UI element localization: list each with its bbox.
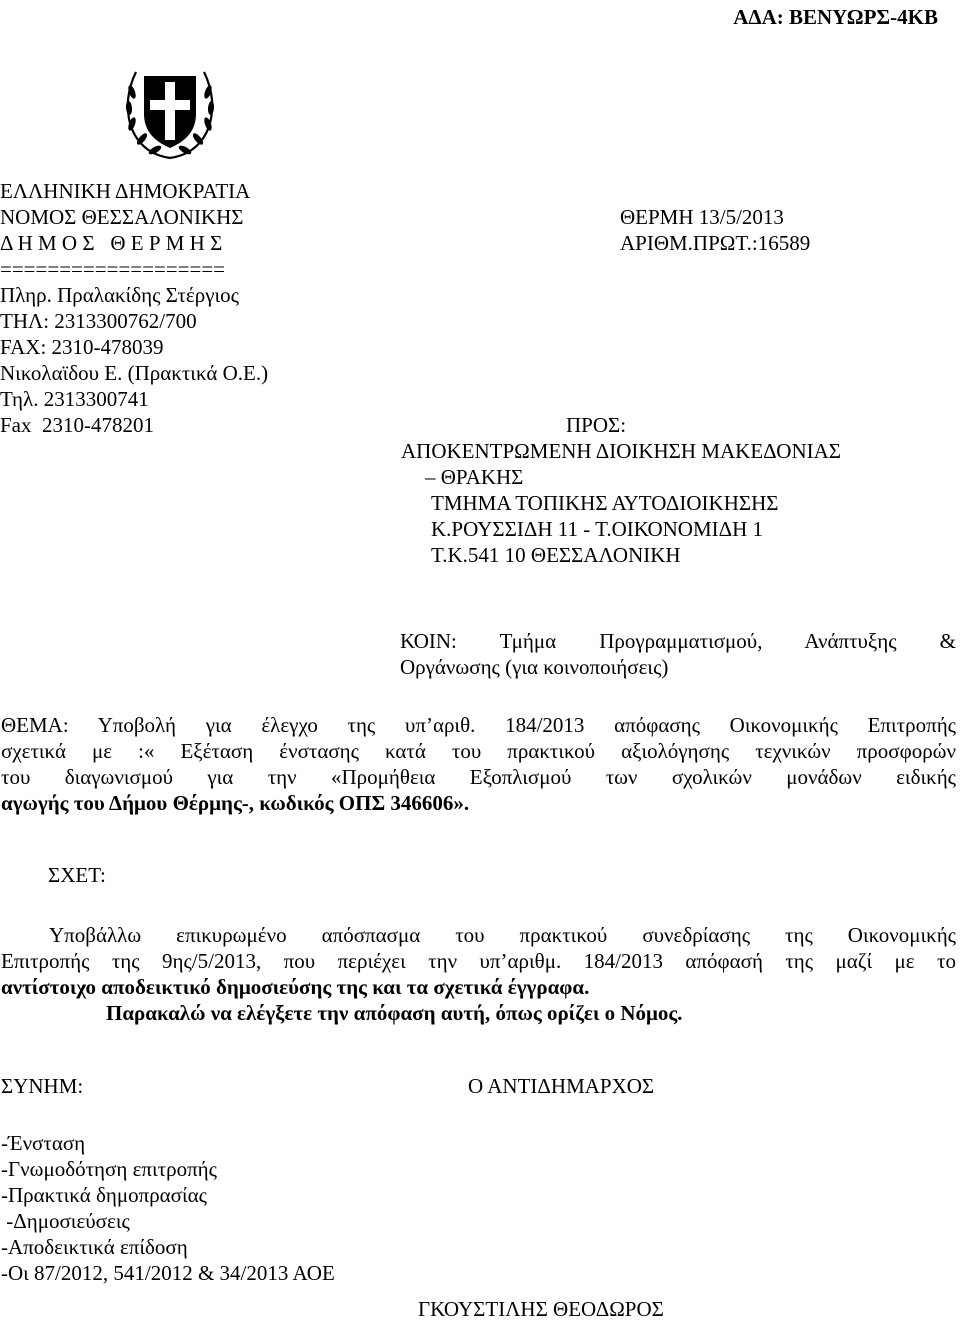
koin-line: Οργάνωσης (για κοινοποιήσεις): [400, 655, 669, 679]
greek-coat-of-arms-icon: [120, 62, 220, 162]
body-line: Παρακαλώ να ελέγξετε την απόφαση αυτή, όπως ορίζει ο Νόμος.: [106, 1001, 683, 1025]
issuer-line: Τηλ. 2313300741: [0, 387, 149, 411]
recipient-label: ΠΡΟΣ:: [566, 413, 627, 437]
issuer-line: Νικολαϊδου Ε. (Πρακτικά Ο.Ε.): [0, 361, 269, 385]
subject-block: [1, 712, 956, 816]
koin-line: ΚΟΙΝ: Τμήμα Προγραμματισμού, Ανάπτυξης &: [400, 629, 956, 653]
attachment-item: -Δημοσιεύσεις: [1, 1209, 130, 1233]
recipient-line: Κ.ΡΟΥΣΣΙΔΗ 11 - Τ.ΟΙΚΟΝΟΜΙΔΗ 1: [431, 517, 764, 541]
protocol-number: ΑΡΙΘΜ.ΠΡΩΤ.:16589: [620, 231, 811, 255]
attachments-label: ΣΥΝΗΜ:: [1, 1074, 84, 1098]
issuer-line: Πληρ. Πραλακίδης Στέργιος: [0, 283, 239, 307]
issuer-line: Δ Η Μ Ο Σ Θ Ε Ρ Μ Η Σ: [0, 231, 223, 255]
subject-line: του διαγωνισμού για την «Προμήθεια Εξοπλισμού των σχολικών μονάδων ειδικής: [1, 765, 956, 789]
signature-name: ΓΚΟΥΣΤΙΛΗΣ ΘΕΟΔΩΡΟΣ: [418, 1297, 664, 1321]
issuer-line: Fax 2310-478201: [0, 413, 154, 437]
body-line: αντίστοιχο αποδεικτικό δημοσιεύσης της και τα σχετικά έγγραφα.: [1, 975, 590, 999]
body-block: [1, 922, 956, 1026]
subject-line: ΘΕΜΑ: Υποβολή για έλεγχο της υπ’αριθ. 184/2013 απόφασης Οικονομικής Επιτροπής: [1, 713, 956, 737]
attachment-item: -Γνωμοδότηση επιτροπής: [1, 1157, 217, 1181]
recipient-line: Τ.Κ.541 10 ΘΕΣΣΑΛΟΝΙΚΗ: [431, 543, 681, 567]
subject-line: αγωγής του Δήμου Θέρμης-, κωδικός ΟΠΣ 346606».: [1, 791, 470, 815]
issuer-line: ΤΗΛ: 2313300762/700: [0, 309, 197, 333]
attachment-item: -Πρακτικά δημοπρασίας: [1, 1183, 207, 1207]
sxet-label: ΣΧΕΤ:: [48, 863, 106, 887]
recipient-block: [401, 438, 841, 568]
issuer-block: [0, 178, 268, 438]
issuer-line: ΝΟΜΟΣ ΘΕΣΣΑΛΟΝΙΚΗΣ: [0, 205, 244, 229]
subject-line: σχετικά με :« Εξέταση ένστασης κατά του πρακτικού αξιολόγησης τεχνικών προσφορών: [1, 739, 956, 763]
recipient-line: ΤΜΗΜΑ ΤΟΠΙΚΗΣ ΑΥΤΟΔΙΟΙΚΗΣΗΣ: [431, 491, 779, 515]
ada-code: ΑΔΑ: ΒΕΝΥΩΡΣ-4ΚΒ: [733, 5, 938, 29]
attachment-item: -Ένσταση: [1, 1131, 86, 1155]
issuer-line: ΕΛΛΗΝΙΚΗ ΔΗΜΟΚΡΑΤΙΑ: [0, 179, 251, 203]
place-date: ΘΕΡΜΗ 13/5/2013: [620, 205, 784, 229]
koin-block: [400, 628, 956, 680]
body-line: Επιτροπής της 9ης/5/2013, που περιέχει την υπ’αριθμ. 184/2013 απόφασή της μαζί με το: [1, 949, 956, 973]
recipient-line: ΑΠΟΚΕΝΤΡΩΜΕΝΗ ΔΙΟΙΚΗΣΗ ΜΑΚΕΔΟΝΙΑΣ: [401, 439, 841, 463]
signature-title: Ο ΑΝΤΙΔΗΜΑΡΧΟΣ: [468, 1074, 655, 1098]
body-line: Υποβάλλω επικυρωμένο απόσπασμα του πρακτικού συνεδρίασης της Οικονομικής: [49, 923, 956, 947]
recipient-line: – ΘΡΑΚΗΣ: [425, 465, 524, 489]
attachment-item: -Αποδεικτικά επίδοση: [1, 1235, 188, 1259]
attachments-list: [1, 1130, 335, 1286]
issuer-line: FAX: 2310-478039: [0, 335, 164, 359]
attachment-item: -Οι 87/2012, 541/2012 & 34/2013 ΑΟΕ: [1, 1261, 335, 1285]
issuer-line: ===================: [0, 257, 226, 281]
